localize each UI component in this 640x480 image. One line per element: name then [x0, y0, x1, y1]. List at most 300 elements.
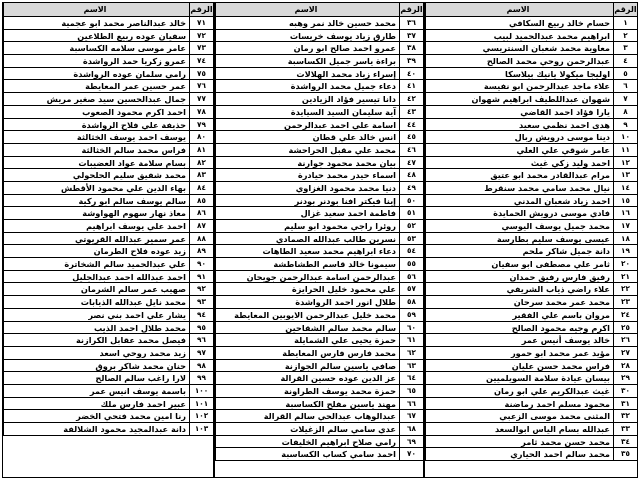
- table-row: [3, 271, 213, 284]
- table-row: [425, 157, 637, 170]
- row-name: باسمة يوسف انيس عمر: [3, 385, 189, 397]
- row-name: عامر موسى سلامه الكساسبة: [3, 42, 189, 54]
- row-name: اوليجا ميكولا يانيك بيلاسكا: [425, 68, 613, 80]
- row-number: ٣٥: [613, 448, 637, 460]
- table-row: [425, 360, 637, 373]
- table-row: [215, 220, 423, 233]
- row-number: ٨٣: [189, 169, 213, 181]
- row-name: رامي صلاح ابراهيم الخليفات: [215, 436, 399, 448]
- row-name: اكرم وجيه محمود الصالح: [425, 322, 613, 334]
- row-name: انس خالد علي قطان: [215, 131, 399, 143]
- row-name: عمرو احمد صالح ابو رمان: [215, 42, 399, 54]
- row-number: ٧: [613, 93, 637, 105]
- table-row: [3, 169, 213, 182]
- table-row: [215, 360, 423, 373]
- row-name: يارا فؤاد احمد القاضي: [425, 106, 613, 118]
- row-name: صهيب عمر سالم الشرمان: [3, 283, 189, 295]
- table-row: [215, 233, 423, 246]
- row-name: مروان باسم علي الفقير: [425, 309, 613, 321]
- table-row: [425, 195, 637, 208]
- table-row: [3, 55, 213, 68]
- row-number: ٤٤: [399, 119, 423, 131]
- table-row: [215, 17, 423, 30]
- table-row: [425, 30, 637, 43]
- row-name: سالم يوسف سالم ابو ركية: [3, 195, 189, 207]
- row-name: بسام سلامة عواد العضيبات: [3, 157, 189, 169]
- row-name: إسراء زياد محمد الهلالات: [215, 68, 399, 80]
- row-number: ٢٩: [613, 372, 637, 384]
- row-number: ٤٢: [399, 93, 423, 105]
- header-number: الرقم: [614, 5, 637, 14]
- table-row: [215, 423, 423, 436]
- row-number: ٤٠: [399, 68, 423, 80]
- row-number: ١٣: [613, 169, 637, 181]
- row-number: ٣: [613, 42, 637, 54]
- row-name: محمد حسن محمد ثامر: [425, 436, 613, 448]
- table-row: [425, 207, 637, 220]
- row-number: ٢٢: [613, 283, 637, 295]
- row-number: ٤: [613, 55, 637, 67]
- table-row: [215, 398, 423, 411]
- row-number: ٥: [613, 68, 637, 80]
- table-row: [215, 385, 423, 398]
- table-row: [215, 296, 423, 309]
- table-row: [425, 93, 637, 106]
- table-row: [3, 283, 213, 296]
- row-name: عبير احمد فارس ملك: [3, 398, 189, 410]
- table-row: [215, 169, 423, 182]
- row-number: ٦٥: [399, 385, 423, 397]
- row-number: ٧١: [189, 17, 213, 29]
- table-row: [215, 144, 423, 157]
- table-header-row: [425, 3, 637, 17]
- table-row: [425, 17, 637, 30]
- table-row: [215, 93, 423, 106]
- row-name: عبدالله بسام الياس ابوالسعد: [425, 423, 613, 435]
- row-number: ٧٨: [189, 106, 213, 118]
- row-name: معاوية محمد شعبان السنتريسي: [425, 42, 613, 54]
- row-number: ٨٠: [189, 131, 213, 143]
- row-number: ٢٠: [613, 258, 637, 270]
- row-name: طارق زياد يوسف خريسات: [215, 30, 399, 42]
- row-number: ٣٧: [399, 30, 423, 42]
- table-row: [425, 423, 637, 436]
- row-name: احمد عبدالله احمد عبدالجليل: [3, 271, 189, 283]
- table-row: [425, 283, 637, 296]
- row-name: حذيفة علي فلاح الرواشدة: [3, 119, 189, 131]
- table-row: [215, 68, 423, 81]
- table-row: [425, 448, 637, 461]
- row-number: ١٤: [613, 182, 637, 194]
- table-row: [3, 385, 213, 398]
- table-row: [425, 220, 637, 233]
- row-name: عمر سمير عبدالله القريوتي: [3, 233, 189, 245]
- table-row: [3, 195, 213, 208]
- row-number: ٥١: [399, 207, 423, 219]
- table-row: [425, 322, 637, 335]
- row-name: سفيان عوده ربيع الطلاعين: [3, 30, 189, 42]
- table-row: [215, 195, 423, 208]
- table-row: [3, 68, 213, 81]
- row-name: نيال محمد سامي محمد سنقرط: [425, 182, 613, 194]
- row-name: ابراهيم محمد عبدالحميد لبيب: [425, 30, 613, 42]
- row-number: ٩: [613, 119, 637, 131]
- row-number: ٩٣: [189, 296, 213, 308]
- table-header-row: [3, 3, 213, 17]
- row-name: طلال انور احمد الرواشدة: [215, 296, 399, 308]
- table-row: [215, 55, 423, 68]
- row-name: فاطمة احمد سعيد غزال: [215, 207, 399, 219]
- row-number: ٦٤: [399, 372, 423, 384]
- row-name: معاذ نهار سهوم الهواوشة: [3, 207, 189, 219]
- row-name: محمد شفيق سليم الحلحولي: [3, 169, 189, 181]
- row-number: ٢٣: [613, 296, 637, 308]
- table-row: [215, 283, 423, 296]
- table-row: [3, 309, 213, 322]
- row-number: ٣٠: [613, 385, 637, 397]
- row-number: ٩٤: [189, 309, 213, 321]
- row-name: عبدالرحمن اسامة عبدالرحمن جويحان: [215, 271, 399, 283]
- table-row: [3, 258, 213, 271]
- row-name: محمد حسين خالد نمر وهبه: [215, 17, 399, 29]
- table-row: [215, 119, 423, 132]
- table-row: [215, 131, 423, 144]
- row-name: فيصل محمد عقابل الكرازنة: [3, 334, 189, 346]
- row-name: شهوان عبداللطيف ابراهيم شهوان: [425, 93, 613, 105]
- row-number: ٥٣: [399, 233, 423, 245]
- header-number: الرقم: [190, 5, 213, 14]
- row-name: فادي موسى درويش الحمايدة: [425, 207, 613, 219]
- row-name: بيسان عيادة سلامة السويلميين: [425, 372, 613, 384]
- row-number: ٨٦: [189, 207, 213, 219]
- row-number: ٩٢: [189, 283, 213, 295]
- row-number: ٥٠: [399, 195, 423, 207]
- table-row: [425, 119, 637, 132]
- row-name: عبدالوهاب عبدالحي سالم القرالة: [215, 410, 399, 422]
- row-number: ٤٨: [399, 169, 423, 181]
- row-name: صافي ياسين سالم الجوازنة: [215, 360, 399, 372]
- row-name: المثنى محمد موسى الزعبي: [425, 410, 613, 422]
- row-name: رنا امين محمد فتحي الخضر: [3, 410, 189, 422]
- row-number: ٧٥: [189, 68, 213, 80]
- row-name: محمد طلال احمد الذيب: [3, 322, 189, 334]
- table-row: [3, 30, 213, 43]
- row-name: جمال عبدالحسين سيد صغير مريش: [3, 93, 189, 105]
- row-number: ٥٩: [399, 309, 423, 321]
- row-name: عمرو زكريا حمد الرواشدة: [3, 55, 189, 67]
- row-name: احمد سامي كساب الكساسبة: [215, 448, 399, 460]
- row-name: بيان محمد محمود جوارنة: [215, 157, 399, 169]
- row-name: مهند ياسين مفلح الكساسبة: [215, 398, 399, 410]
- table-row: [3, 233, 213, 246]
- row-number: ٨٤: [189, 182, 213, 194]
- row-name: براءة ياسر جميل الكساسبة: [215, 55, 399, 67]
- row-name: محمد علي مقبل الحراحشة: [215, 144, 399, 156]
- table-row: [215, 207, 423, 220]
- row-number: ٦: [613, 80, 637, 92]
- row-name: حسام خالد ربيع السكافي: [425, 17, 613, 29]
- row-number: ٧٦: [189, 80, 213, 92]
- table-row: [425, 296, 637, 309]
- table-row: [425, 131, 637, 144]
- row-number: ٤٣: [399, 106, 423, 118]
- table-row: [3, 80, 213, 93]
- row-number: ٣٢: [613, 410, 637, 422]
- row-name: زيد محمد روحي اسعد: [3, 347, 189, 359]
- row-name: خالد يوسف أنيس عمر: [425, 334, 613, 346]
- row-number: ٨٧: [189, 220, 213, 232]
- row-number: ١٢: [613, 157, 637, 169]
- table-row: [3, 93, 213, 106]
- table-row: [425, 245, 637, 258]
- row-name: آية سليمان السيد السيايدة: [215, 106, 399, 118]
- row-name: إينا فيكتر افنا بودنر بودنر: [215, 195, 399, 207]
- row-number: ٩٨: [189, 360, 213, 372]
- table-row: [215, 80, 423, 93]
- table-row: [3, 182, 213, 195]
- row-number: ١٠١: [189, 398, 213, 410]
- row-number: ٣٦: [399, 17, 423, 29]
- row-name: نسرين طالب عبدالله الصمادي: [215, 233, 399, 245]
- row-number: ٦٣: [399, 360, 423, 372]
- row-number: ٢٥: [613, 322, 637, 334]
- row-name: عمر حسين عمر المعايطة: [3, 80, 189, 92]
- row-name: دنيا محمد محمود الغزاوي: [215, 182, 399, 194]
- table-row: [215, 157, 423, 170]
- row-name: غيث عبدالكريم علي ابو رمان: [425, 385, 613, 397]
- row-name: هدى احمد نظمي سعيد: [425, 119, 613, 131]
- table-row: [425, 80, 637, 93]
- table-row: [215, 347, 423, 360]
- row-number: ٩٦: [189, 334, 213, 346]
- table-row: [425, 55, 637, 68]
- table-row: [3, 296, 213, 309]
- row-number: ٢٨: [613, 360, 637, 372]
- row-number: ٦٩: [399, 436, 423, 448]
- row-number: ٩٥: [189, 322, 213, 334]
- table-row: [3, 157, 213, 170]
- row-number: ٢١: [613, 271, 637, 283]
- table-row: [425, 347, 637, 360]
- row-name: فراس محمد حسن عليان: [425, 360, 613, 372]
- row-number: ٢: [613, 30, 637, 42]
- row-number: ١٠٠: [189, 385, 213, 397]
- table-row: [425, 334, 637, 347]
- row-name: فراس محمد سالم الخثالثة: [3, 144, 189, 156]
- row-name: يشار علي احمد بني نصر: [3, 309, 189, 321]
- table-row: [215, 448, 423, 461]
- row-number: ٧٠: [399, 448, 423, 460]
- row-number: ٥٧: [399, 283, 423, 295]
- row-number: ١٦: [613, 207, 637, 219]
- row-name: خالد عبدالناصر محمد ابو عجمية: [3, 17, 189, 29]
- table-row: [215, 258, 423, 271]
- table-row: [425, 410, 637, 423]
- row-number: ٥٢: [399, 220, 423, 232]
- table-row: [425, 258, 637, 271]
- row-number: ١٥: [613, 195, 637, 207]
- row-name: مؤيد عمر محمد ابو حمور: [425, 347, 613, 359]
- row-number: ٨٩: [189, 245, 213, 257]
- row-number: ٩٩: [189, 372, 213, 384]
- row-name: رفيق فارس رفيق حمدان: [425, 271, 613, 283]
- row-name: احمد اكرم محمود الصعوب: [3, 106, 189, 118]
- table-row: [3, 360, 213, 373]
- row-name: محمود مسلم احمد رماضنة: [425, 398, 613, 410]
- table-row: [215, 106, 423, 119]
- row-number: ٨١: [189, 144, 213, 156]
- row-number: ١٧: [613, 220, 637, 232]
- row-name: زيد عوده فلاح الطرمان: [3, 245, 189, 257]
- table-row: [3, 144, 213, 157]
- row-name: دانا تيسير فؤاد الزيادين: [215, 93, 399, 105]
- table-row: [425, 42, 637, 55]
- row-name: محمد عمر محمد سرحان: [425, 296, 613, 308]
- row-number: ٩١: [189, 271, 213, 283]
- table-row: [215, 436, 423, 449]
- row-name: رامي سلمان عوده الرواشدة: [3, 68, 189, 80]
- header-number: الرقم: [400, 5, 423, 14]
- row-number: ١: [613, 17, 637, 29]
- table-row: [425, 309, 637, 322]
- row-number: ٤٧: [399, 157, 423, 169]
- table-row: [3, 334, 213, 347]
- row-number: ٣١: [613, 398, 637, 410]
- table-row: [3, 410, 213, 423]
- row-name: عدي سامي سالم الزغيلات: [215, 423, 399, 435]
- table-row: [425, 182, 637, 195]
- table-row: [215, 42, 423, 55]
- row-name: محمد فارس فارس المعايطة: [215, 347, 399, 359]
- row-number: ٣٣: [613, 423, 637, 435]
- row-name: دانة عبدالمجيد محمود الشلالفة: [3, 423, 189, 435]
- table-row: [215, 30, 423, 43]
- table-row: [3, 347, 213, 360]
- row-number: ٤٥: [399, 131, 423, 143]
- row-name: علي محمود خليل الحرايزة: [215, 283, 399, 295]
- table-row: [3, 17, 213, 30]
- table-row: [425, 385, 637, 398]
- table-row: [425, 144, 637, 157]
- table-column-group-1: [424, 2, 638, 478]
- table-row: [3, 119, 213, 132]
- table-row: [3, 106, 213, 119]
- row-number: ٤٩: [399, 182, 423, 194]
- row-name: يوسف احمد يوسف الخثالثة: [3, 131, 189, 143]
- row-name: بهاء الدين علي محمود الأقطش: [3, 182, 189, 194]
- row-name: دانة جميل شاكر ملحم: [425, 245, 613, 257]
- row-name: روئرا راجي محمود ابو سليم: [215, 220, 399, 232]
- row-number: ٥٤: [399, 245, 423, 257]
- header-name: الاسم: [3, 3, 189, 16]
- row-number: ٣٩: [399, 55, 423, 67]
- row-name: اسماء حيدر محمد حيادرة: [215, 169, 399, 181]
- row-name: حنان محمد شاكر بروق: [3, 360, 189, 372]
- table-column-group-2: [214, 2, 424, 478]
- row-number: ٨٥: [189, 195, 213, 207]
- row-number: ٩٠: [189, 258, 213, 270]
- row-number: ٦٢: [399, 347, 423, 359]
- row-number: ٦٧: [399, 410, 423, 422]
- table-row: [3, 322, 213, 335]
- names-table: [2, 2, 638, 478]
- row-name: عبدالرحمن روحي محمد الصالح: [425, 55, 613, 67]
- table-row: [3, 42, 213, 55]
- row-number: ٧٢: [189, 30, 213, 42]
- row-name: عيسى يوسف سليم بطارسة: [425, 233, 613, 245]
- row-number: ٦٨: [399, 423, 423, 435]
- table-row: [425, 106, 637, 119]
- row-number: ١٠٢: [189, 410, 213, 422]
- row-name: محمد جميل يوسف اليوسي: [425, 220, 613, 232]
- header-name: الاسم: [425, 3, 613, 16]
- table-row: [425, 436, 637, 449]
- row-number: ٢٧: [613, 347, 637, 359]
- row-name: دعاء جميل محمد الرواشدة: [215, 80, 399, 92]
- table-row: [425, 233, 637, 246]
- table-row: [3, 398, 213, 411]
- table-row: [215, 271, 423, 284]
- table-column-group-3: [2, 2, 214, 478]
- row-name: علي عبدالحميد سالم الشخاترة: [3, 258, 189, 270]
- table-row: [3, 245, 213, 258]
- row-number: ١١: [613, 144, 637, 156]
- table-row: [3, 372, 213, 385]
- table-row: [215, 410, 423, 423]
- row-name: علاء راضي ذياب الشريفي: [425, 283, 613, 295]
- table-row: [3, 131, 213, 144]
- table-row: [215, 372, 423, 385]
- row-number: ٣٤: [613, 436, 637, 448]
- row-name: محمد سالم احمد الحياري: [425, 448, 613, 460]
- row-number: ١٩: [613, 245, 637, 257]
- row-number: ١٠: [613, 131, 637, 143]
- table-row: [425, 398, 637, 411]
- row-number: ٦٠: [399, 322, 423, 334]
- row-name: علاء ماجد عبدالرحمن ابو نفيسة: [425, 80, 613, 92]
- row-name: عز الدين عوده حسين القرالة: [215, 372, 399, 384]
- row-name: مرام عبدالقادر محمد ابو عتيق: [425, 169, 613, 181]
- row-name: حمزة يحيى علي الشمايلة: [215, 334, 399, 346]
- row-name: عامر شوقي علي العلي: [425, 144, 613, 156]
- row-name: ثامر علي مصطفى ابو سفيان: [425, 258, 613, 270]
- table-header-row: [215, 3, 423, 17]
- row-name: محمد نايل عبدالله الذيابات: [3, 296, 189, 308]
- row-name: سيمونا خالد قاسم الطشاطشة: [215, 258, 399, 270]
- row-number: ٧٩: [189, 119, 213, 131]
- row-number: ٢٤: [613, 309, 637, 321]
- table-row: [3, 423, 213, 436]
- header-name: الاسم: [215, 3, 399, 16]
- row-name: احمد علي يوسف ابراهيم: [3, 220, 189, 232]
- row-number: ٨٨: [189, 233, 213, 245]
- row-number: ٧٤: [189, 55, 213, 67]
- row-number: ٨٢: [189, 157, 213, 169]
- table-row: [3, 207, 213, 220]
- row-name: لارا راغب سالم الصالح: [3, 372, 189, 384]
- row-name: احمد زياد شعبان المدني: [425, 195, 613, 207]
- row-name: احمد وليد زكي غيث: [425, 157, 613, 169]
- table-row: [425, 169, 637, 182]
- table-row: [215, 245, 423, 258]
- row-number: ٣٨: [399, 42, 423, 54]
- table-row: [215, 322, 423, 335]
- table-row: [215, 309, 423, 322]
- row-name: حمزة محمد يوسف الطراونة: [215, 385, 399, 397]
- row-number: ٤١: [399, 80, 423, 92]
- row-name: سالم محمد سالم الشقاحين: [215, 322, 399, 334]
- row-name: دعاء ابراهيم محمد سعيد الطاهات: [215, 245, 399, 257]
